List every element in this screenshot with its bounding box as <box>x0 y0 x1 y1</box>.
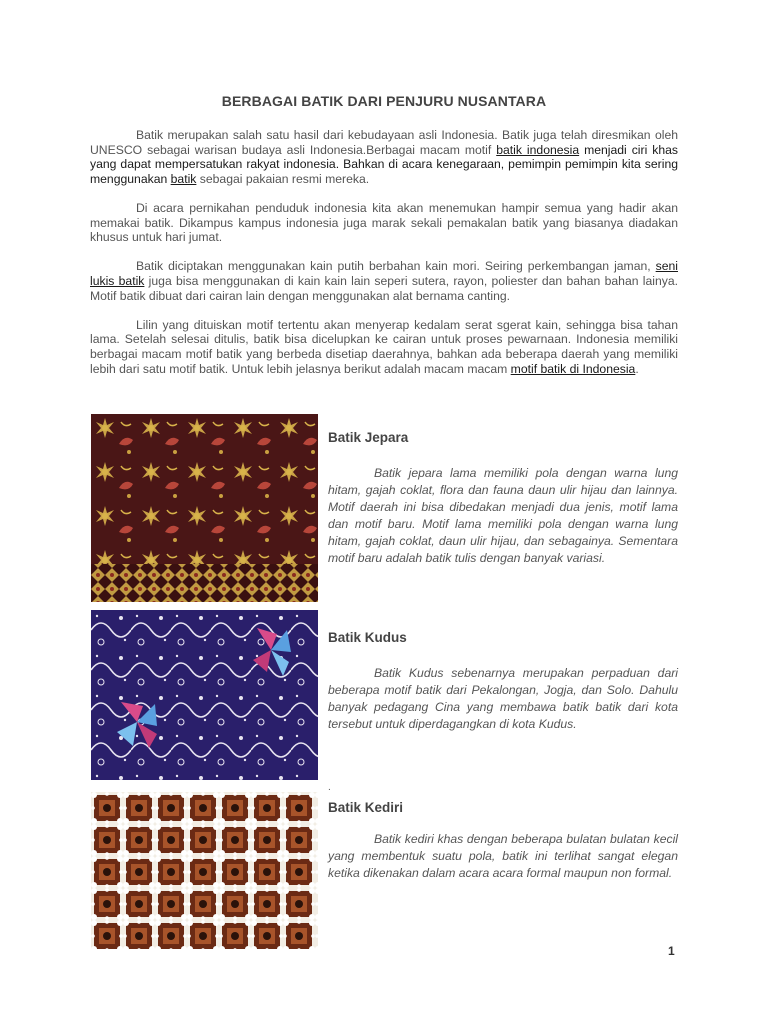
batik-kediri-image <box>91 792 318 949</box>
batik-kudus-pattern <box>91 610 318 780</box>
batik-kudus-image <box>91 610 318 780</box>
batik-jepara-heading: Batik Jepara <box>328 430 409 445</box>
link-seni-lukis-batik[interactable]: seni lukis batik <box>90 259 678 288</box>
batik-kudus-heading: Batik Kudus <box>328 630 407 645</box>
batik-kediri-text: Batik kediri khas dengan beberapa bulatan bulatan kecil yang membentuk suatu pola, batik ini terlihat sangat elegan ketika dikenakan dalam acara acara formal maupun non formal. <box>328 832 678 880</box>
batik-jepara-text: Batik jepara lama memiliki pola dengan warna lung hitam, gajah coklat, flora dan fauna daun ulir hijau dan lainnya. Motif daerah ini bisa dibedakan menjadi dua jenis, motif lama dan motif baru. Motif lama memiliki pola dengan warna lung hitam, gajah coklat, daun ulir hijau, dan sebagainya. Sementara motif baru adalah batik tulis dengan banyak variasi. <box>328 466 678 565</box>
intro-p1-a: Batik merupakan salah satu hasil dari kebudayaan asli Indonesia. Batik juga telah diresmikan oleh UNESCO sebagai warisan budaya asli Indonesia.Berbagai macam motif <box>90 128 678 157</box>
stray-mark: . <box>328 782 331 793</box>
intro-p4-a: Lilin yang dituiskan motif tertentu akan menyerap kedalam serat sgerat kain, sehingga bisa tahan lama. Setelah selesai ditulis, batik bisa dicelupkan ke cairan untuk proses pewarnaan. Indonesia memiliki berbagai macam motif batik yang berbeda disetiap daerahnya, bahkan ada beberapa daerah yang memiliki lebih dari satu motif batik. Untuk lebih jelasnya berikut adalah macam macam <box>90 317 678 376</box>
page-title: BERBAGAI BATIK DARI PENJURU NUSANTARA <box>221 93 547 109</box>
intro-paragraph-2: Di acara pernikahan penduduk indonesia kita akan menemukan hampir semua yang hadir akan memakai batik. Dikampus kampus indonesia juga marak sekali pemakalan batik yang biasanya diadakan khusus untuk hari jumat. <box>90 200 678 245</box>
section-batik-kudus <box>328 630 678 733</box>
section-batik-kediri <box>328 800 678 882</box>
link-motif-batik-di-indonesia[interactable]: motif batik di Indonesia <box>510 361 636 376</box>
intro-p4-b: . <box>635 361 639 376</box>
link-batik[interactable]: batik <box>170 171 197 186</box>
batik-jepara-pattern <box>91 414 318 602</box>
intro-p1-b: menjadi ciri khas yang dapat mempersatukan rakyat indonesia. Bahkan di acara kenegaraan, pemimpin pemimpin kita sering menggunakan <box>90 142 678 186</box>
intro-paragraph-1 <box>90 128 678 186</box>
intro-p3-b: juga bisa menggunakan di kain kain lain seperi sutera, rayon, poliester dan bahan bahan lainya. Motif batik dibuat dari cairan lain dengan menggunakan alat bernama canting. <box>90 273 678 303</box>
batik-jepara-image <box>91 414 318 602</box>
intro-text <box>90 128 678 391</box>
section-batik-jepara <box>328 430 678 567</box>
intro-p1-c: sebagai pakaian resmi mereka. <box>196 171 370 186</box>
batik-kudus-text: Batik Kudus sebenarnya merupakan perpaduan dari beberapa motif batik dari Pekalongan, Jogja, dan Solo. Dahulu banyak pedagang Cina yang membawa batik batik dari kota tersebut untuk diperdagangkan di kota Kudus. <box>328 666 678 731</box>
link-batik-indonesia[interactable]: batik indonesia <box>496 142 580 157</box>
intro-paragraph-4 <box>90 318 678 376</box>
batik-kediri-heading: Batik Kediri <box>328 800 404 815</box>
page-number: 1 <box>668 944 675 958</box>
intro-paragraph-3 <box>90 259 678 303</box>
intro-p3-a: Batik diciptakan menggunakan kain putih berbahan kain mori. Seiring perkembangan jaman, <box>136 259 656 274</box>
batik-kediri-pattern <box>91 792 318 949</box>
